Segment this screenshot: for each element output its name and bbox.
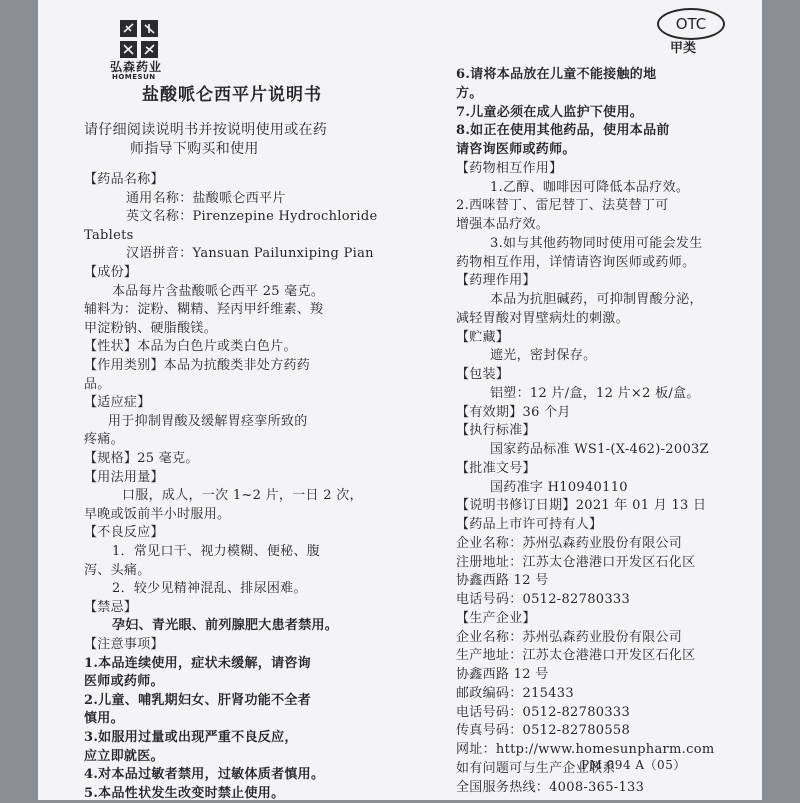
text-line: 2.西咪替丁、雷尼替丁、法莫替丁可 — [456, 198, 669, 214]
notice-line-2: 师指导下购买和使用 — [130, 141, 259, 157]
text-line: 协鑫西路 12 号 — [456, 667, 549, 682]
text-line: 7.儿童必须在成人监护下使用。 — [456, 104, 644, 120]
text-line: 【禁忌】 — [84, 599, 138, 615]
document-title: 盐酸哌仑西平片说明书 — [142, 85, 322, 105]
text-line: 企业名称：苏州弘森药业股份有限公司 — [456, 535, 683, 551]
text-line: 孕妇、青光眼、前列腺肥大患者禁用。 — [112, 618, 339, 634]
text-line: 英文名称：Pirenzepine Hydrochloride — [126, 209, 378, 225]
text-line: 1．常见口干、视力模糊、便秘、腹 — [112, 544, 321, 559]
text-line: 【有效期】36 个月 — [456, 404, 571, 420]
text-line: 本品每片含盐酸哌仑西平 25 毫克。 — [112, 283, 325, 299]
text-line: 1.乙醇、咖啡因可降低本品疗效。 — [490, 179, 690, 195]
text-line: 【药品名称】 — [84, 172, 164, 187]
text-line: 【成份】 — [84, 265, 138, 280]
text-line: 辅料为：淀粉、糊精、羟丙甲纤维素、羧 — [84, 302, 324, 318]
text-line: 品。 — [84, 376, 111, 392]
text-line: 电话号码：0512-82780333 — [456, 592, 631, 607]
otc-category: 甲类 — [670, 41, 697, 56]
text-line: 甲淀粉钠、硬脂酸镁。 — [84, 320, 218, 336]
text-line: 早晚或饭前半小时服用。 — [84, 506, 231, 522]
text-line: 【注意事项】 — [84, 637, 164, 652]
text-line: 5.本品性状发生改变时禁止使用。 — [84, 785, 285, 801]
text-line: 用于抑制胃酸及缓解胃痉挛所致的 — [108, 413, 308, 429]
text-line: 3.如与其他药物同时使用可能会发生 — [490, 235, 703, 251]
text-line: 医师或药师。 — [84, 674, 164, 690]
text-line: 【包装】 — [456, 367, 510, 382]
text-line: 遮光，密封保存。 — [490, 348, 597, 364]
text-line: 全国服务热线：4008-365-133 — [456, 779, 645, 795]
text-line: 1.本品连续使用，症状未缓解，请咨询 — [84, 655, 311, 671]
logo-name-en: HOMESUN — [112, 73, 156, 81]
text-line: 【药物相互作用】 — [456, 160, 563, 176]
text-line: 【适应症】 — [84, 395, 151, 411]
text-line: 国家药品标准 WS1-(X-462)-2003Z — [490, 442, 709, 457]
text-line: 邮政编码：215433 — [456, 685, 574, 701]
text-line: 铝塑：12 片/盒，12 片×2 板/盒。 — [490, 385, 700, 401]
text-line: 3.如服用过量或出现严重不良反应， — [84, 730, 298, 745]
text-line: 8.如正在使用其他药品，使用本品前 — [456, 123, 670, 139]
otc-badge: OTC — [657, 8, 725, 40]
text-line: 【性状】本品为白色片或类白色片。 — [84, 339, 297, 355]
text-line: 增强本品疗效。 — [456, 217, 550, 232]
footer-code: PM 094 A（05） — [581, 758, 686, 772]
text-line: 【生产企业】 — [456, 610, 536, 626]
text-line: 疼痛。 — [84, 432, 124, 448]
text-line: 【执行标准】 — [456, 423, 536, 439]
text-line: 协鑫西路 12 号 — [456, 573, 549, 589]
right-column — [456, 0, 756, 800]
text-line: 网址：http://www.homesunpharm.com — [456, 742, 715, 757]
text-line: 4.对本品过敏者禁用，过敏体质者慎用。 — [84, 767, 325, 783]
text-line: 【规格】25 毫克。 — [84, 451, 199, 466]
text-line: 【药品上市许可持有人】 — [456, 517, 603, 532]
text-line: 电话号码：0512-82780333 — [456, 704, 631, 720]
text-line: 减轻胃酸对胃壁病灶的刺激。 — [456, 310, 629, 326]
text-line: 【批准文号】 — [456, 460, 536, 476]
text-line: 通用名称：盐酸哌仑西平片 — [126, 190, 286, 206]
text-line: 2．较少见精神混乱、排尿困难。 — [112, 581, 307, 597]
text-line: 汉语拼音：Yansuan Pailunxiping Pian — [126, 246, 374, 262]
text-line: Tablets — [84, 227, 134, 243]
text-line: 企业名称：苏州弘森药业股份有限公司 — [456, 629, 683, 645]
text-line: 应立即就医。 — [84, 748, 164, 764]
notice-line-1: 请仔细阅读说明书并按说明使用或在药 — [84, 122, 328, 138]
text-line: 慎用。 — [84, 711, 124, 727]
text-line: 【用法用量】 — [84, 469, 164, 485]
text-line: 口服，成人，一次 1~2 片，一日 2 次， — [122, 488, 363, 504]
text-line: 【药理作用】 — [456, 273, 536, 289]
text-line: 请咨询医师或药师。 — [456, 142, 576, 157]
logo-name-cn: 弘森药业 — [110, 60, 163, 74]
text-line: 【说明书修订日期】2021 年 01 月 13 日 — [456, 498, 707, 514]
text-line: 国药准字 H10940110 — [490, 479, 628, 495]
text-line: 【作用类别】本品为抗酸类非处方药药 — [84, 358, 311, 373]
text-line: 注册地址：江苏太仓港港口开发区石化区 — [456, 554, 696, 570]
text-line: 本品为抗胆碱药，可抑制胃酸分泌， — [490, 292, 703, 307]
text-line: 2.儿童、哺乳期妇女、肝肾功能不全者 — [84, 692, 311, 708]
text-line: 传真号码：0512-82780558 — [456, 723, 631, 739]
text-line: 泻、头痛。 — [84, 562, 151, 578]
text-line: 【贮藏】 — [456, 329, 510, 345]
text-line: 药物相互作用，详情请咨询医师或药师。 — [456, 254, 696, 270]
text-line: 6.请将本品放在儿童不能接触的地 — [456, 67, 657, 82]
left-column — [84, 0, 436, 800]
text-line: 【不良反应】 — [84, 525, 164, 541]
text-line: 方。 — [456, 85, 483, 101]
text-line: 如有问题可与生产企业联系 — [456, 760, 616, 776]
leaflet-paper — [38, 0, 762, 800]
text-line: 生产地址：江苏太仓港港口开发区石化区 — [456, 648, 696, 664]
